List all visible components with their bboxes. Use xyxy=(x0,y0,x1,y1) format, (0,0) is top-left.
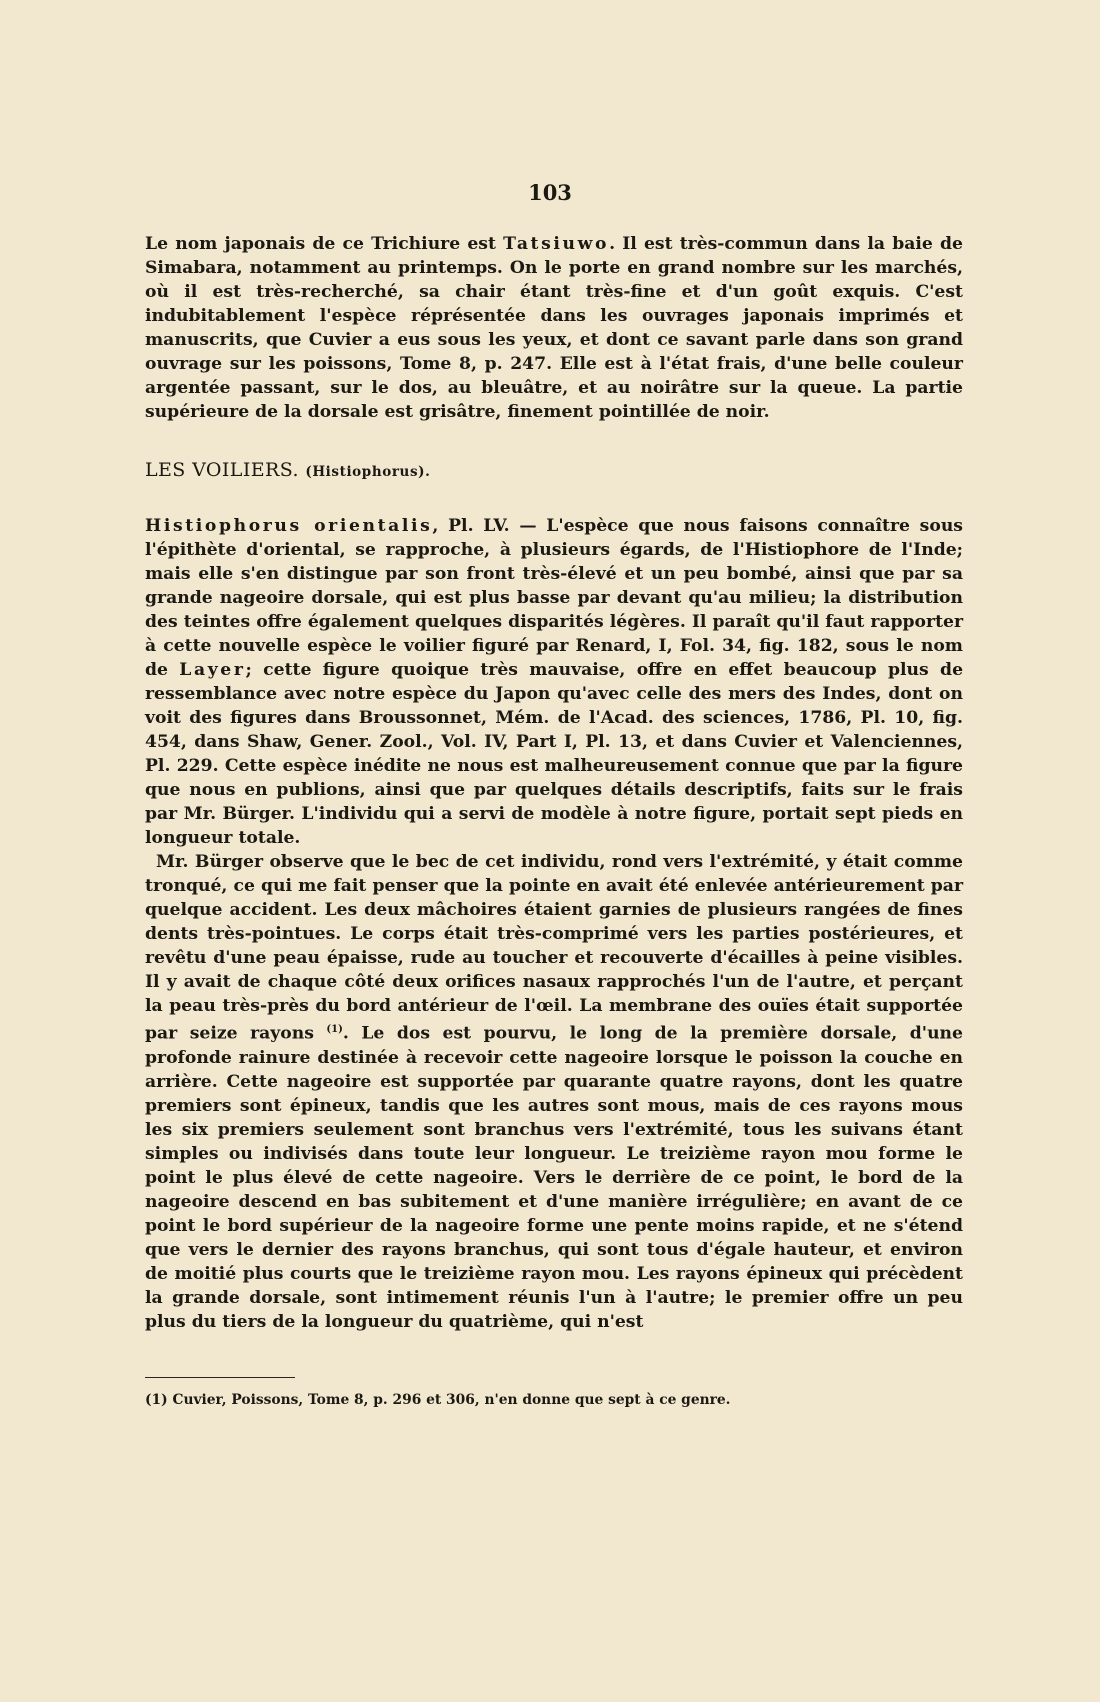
paragraph-text: . Le dos est pourvu, le long de la première dorsale, d'une profonde rainure destinée à recevoir cette nageoire lorsque le poisson la couche en arrière. Cette nageoire est supportée par quarante quatre rayons, dont les quatre premiers sont épineux, tandis que les autres sont mous, mais de ces rayons mous les six premiers seulement sont branchus vers l'extrémité, tous les suivans étant simples ou indivisés dans toute leur longueur. Le treizième rayon mou forme le point le plus élevé de cette nageoire. Vers le derrière de ce point, le bord de la nageoire descend en bas subitement et d'une manière irrégulière; en avant de ce point le bord supérieur de la nageoire forme une pente moins rapide, et ne s'étend que vers le dernier des rayons branchus, qui sont tous d'égale hauteur, et environ de moitié plus courts que le treizième rayon mou. Les rayons épineux qui précèdent la grande dorsale, sont intimement réunis l'un à l'autre; le premier offre un peu plus du tiers de la longueur du quatrième, qui n'est xyxy=(145,1023,963,1332)
footnote-reference: (1) xyxy=(326,1024,343,1035)
paragraph-trichiure xyxy=(145,232,963,424)
japanese-name: Tatsiuwo xyxy=(503,234,610,254)
section-genus: (Histiophorus). xyxy=(305,464,431,480)
footnote: (1) Cuvier, Poissons, Tome 8, p. 296 et 306, n'en donne que sept à ce genre. xyxy=(145,1392,731,1408)
paragraph-burger xyxy=(145,850,963,1334)
paragraph-text: Mr. Bürger observe que le bec de cet individu, rond vers l'extrémité, y était comme tronqué, ce qui me fait penser que la pointe en avait été enlevée antérieurement par quelque accident. Les deux mâchoires étaient garnies de plusieurs rangées de fines dents très-pointues. Le corps était très-comprimé vers les parties postérieures, et revêtu d'une peau épaisse, rude au toucher et recouverte d'écailles à peine visibles. Il y avait de chaque côté deux orifices nasaux rapprochés l'un de l'autre, et perçant la peau très-près du bord antérieur de l'œil. La membrane des ouïes était supportée par seize rayons xyxy=(145,852,963,1044)
species-name: Histiophorus orientalis xyxy=(145,516,433,536)
page-number: 103 xyxy=(528,180,572,205)
paragraph-text: . Il est très-commun dans la baie de Simabara, notamment au printemps. On le porte en grand nombre sur les marchés, où il est très-recherché, sa chair étant très-fine et d'un goût exquis. C'est indubitablement l'espèce réprésentée dans les ouvrages japonais imprimés et manuscrits, que Cuvier a eus sous les yeux, et dont ce savant parle dans son grand ouvrage sur les poissons, Tome 8, p. 247. Elle est à l'état frais, d'une belle couleur argentée passant, sur le dos, au bleuâtre, et au noirâtre sur la queue. La partie supérieure de la dorsale est grisâtre, finement pointillée de noir. xyxy=(145,234,963,422)
footnote-divider xyxy=(145,1377,295,1378)
paragraph-text: ; cette figure quoique très mauvaise, offre en effet beaucoup plus de ressemblance avec notre espèce du Japon qu'avec celle des mers des Indes, dont on voit des figures dans Broussonnet, Mém. de l'Acad. des sciences, 1786, Pl. 10, fig. 454, dans Shaw, Gener. Zool., Vol. IV, Part I, Pl. 13, et dans Cuvier et Valenciennes, Pl. 229. Cette espèce inédite ne nous est malheureusement connue que par la figure que nous en publions, ainsi que par quelques détails descriptifs, faits sur le frais par Mr. Bürger. L'individu qui a servi de modèle à notre figure, portait sept pieds en longueur totale. xyxy=(145,660,964,848)
body-text xyxy=(145,232,963,1334)
paragraph-histiophorus xyxy=(145,514,963,850)
layer-name: Layer xyxy=(179,660,246,680)
section-title: LES VOILIERS. xyxy=(145,459,299,481)
paragraph-text: Le nom japonais de ce Trichiure est xyxy=(145,234,504,254)
section-heading xyxy=(145,458,963,484)
paragraph-text: , Pl. LV. — L'espèce que nous faisons connaître sous l'épithète d'oriental, se rapproche, à plusieurs égards, de l'Histiophore de l'Inde; mais elle s'en distingue par son front très-élevé et un peu bombé, ainsi que par sa grande nageoire dorsale, qui est plus basse par devant qu'au milieu; la distribution des teintes offre également quelques disparités légères. Il paraît qu'il faut rapporter à cette nouvelle espèce le voilier figuré par Renard, I, Fol. 34, fig. 182, sous le nom de xyxy=(145,516,963,680)
